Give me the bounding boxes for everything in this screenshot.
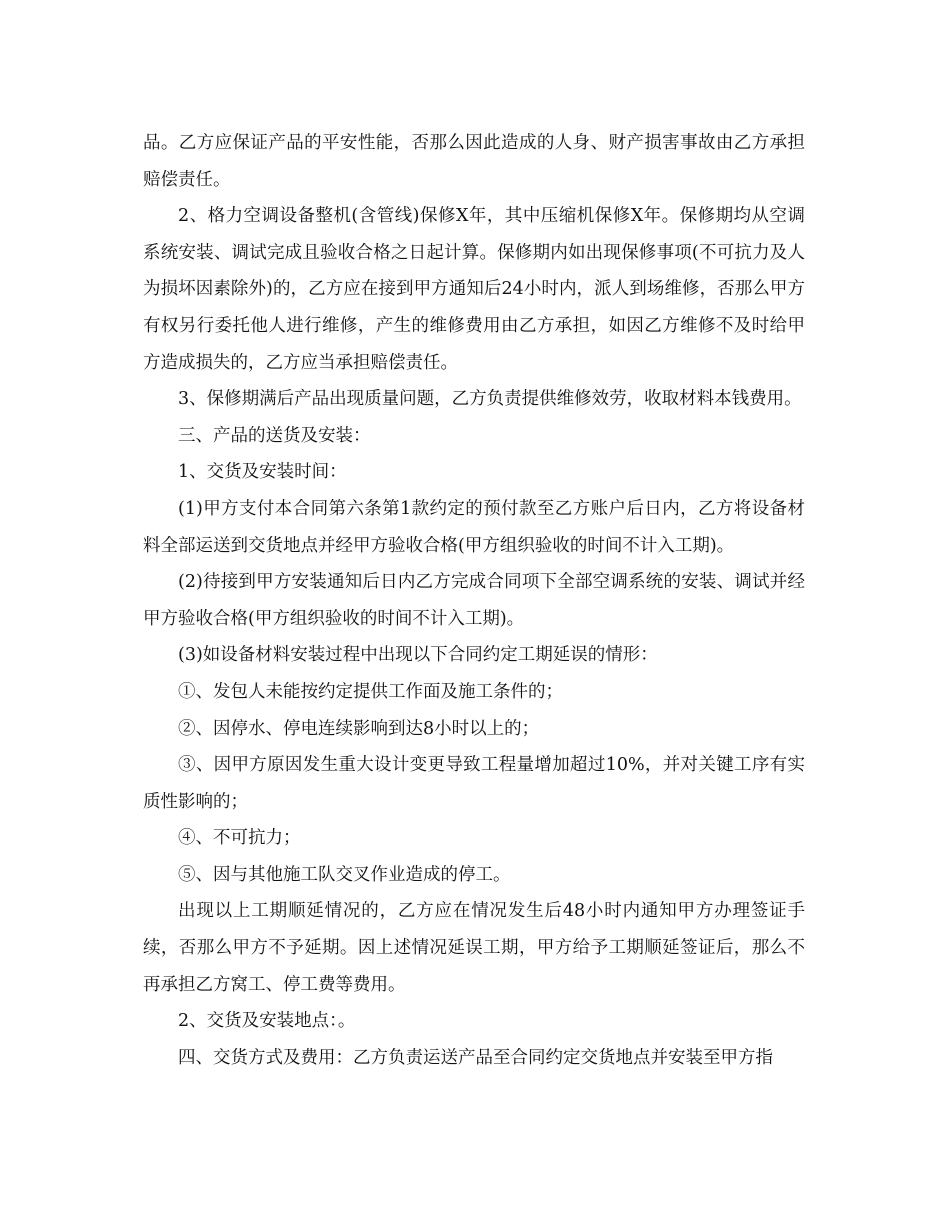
section-heading-delivery-installation: 三、产品的送货及安装： bbox=[178, 425, 371, 446]
paragraph-warranty-period: 2、格力空调设备整机(含管线)保修X年，其中压缩机保修X年。保修期均从空调系统安装、调试完成且验收合格之日起计算。保修期内如出现保修事项(不可抗力及人为损坏因素除外)的，乙方应在接到甲方通知后24小时内，派人到场维修，否那么甲方有权另行委托他人进行维修，产生的维修费用由乙方承担，如因乙方维修不及时给甲方造成损失的，乙方应当承担赔偿责任。 bbox=[143, 206, 805, 373]
paragraph-clause-2: (2)待接到甲方安装通知后日内乙方完成合同项下全部空调系统的安装、调试并经甲方验收合格(甲方组织验收的时间不计入工期)。 bbox=[143, 572, 805, 629]
paragraph-post-warranty: 3、保修期满后产品出现质量问题，乙方负责提供维修效劳，收取材料本钱费用。 bbox=[178, 389, 802, 410]
subheading-delivery-time: 1、交货及安装时间： bbox=[178, 462, 347, 483]
list-item-delay-5: ⑤、因与其他施工队交叉作业造成的停工。 bbox=[178, 864, 511, 885]
list-item-delay-3: ③、因甲方原因发生重大设计变更导致工程量增加超过10%，并对关键工序有实质性影响的； bbox=[143, 755, 805, 812]
list-item-delay-1: ①、发包人未能按约定提供工作面及施工条件的； bbox=[178, 681, 563, 702]
paragraph-warranty-liability: 品。乙方应保证产品的平安性能，否那么因此造成的人身、财产损害事故由乙方承担赔偿责任。 bbox=[143, 133, 805, 190]
list-item-delay-2: ②、因停水、停电连续影响到达8小时以上的； bbox=[178, 718, 540, 739]
list-item-delay-4: ④、不可抗力； bbox=[178, 828, 301, 849]
subheading-delivery-location: 2、交货及安装地点：。 bbox=[178, 1011, 356, 1032]
section-heading-delivery-method: 四、交货方式及费用：乙方负责运送产品至合同约定交货地点并安装至甲方指 bbox=[178, 1047, 773, 1068]
document-body bbox=[143, 125, 805, 1076]
paragraph-clause-1: (1)甲方支付本合同第六条第1款约定的预付款至乙方账户后日内，乙方将设备材料全部运送到交货地点并经甲方验收合格(甲方组织验收的时间不计入工期)。 bbox=[143, 498, 805, 556]
paragraph-clause-3: (3)如设备材料安装过程中出现以下合同约定工期延误的情形： bbox=[178, 645, 658, 666]
paragraph-extension-procedure: 出现以上工期顺延情况的，乙方应在情况发生后48小时内通知甲方办理签证手续，否那么甲方不予延期。因上述情况延误工期，甲方给予工期顺延签证后，那么不再承担乙方窝工、停工费等费用。 bbox=[143, 901, 805, 995]
